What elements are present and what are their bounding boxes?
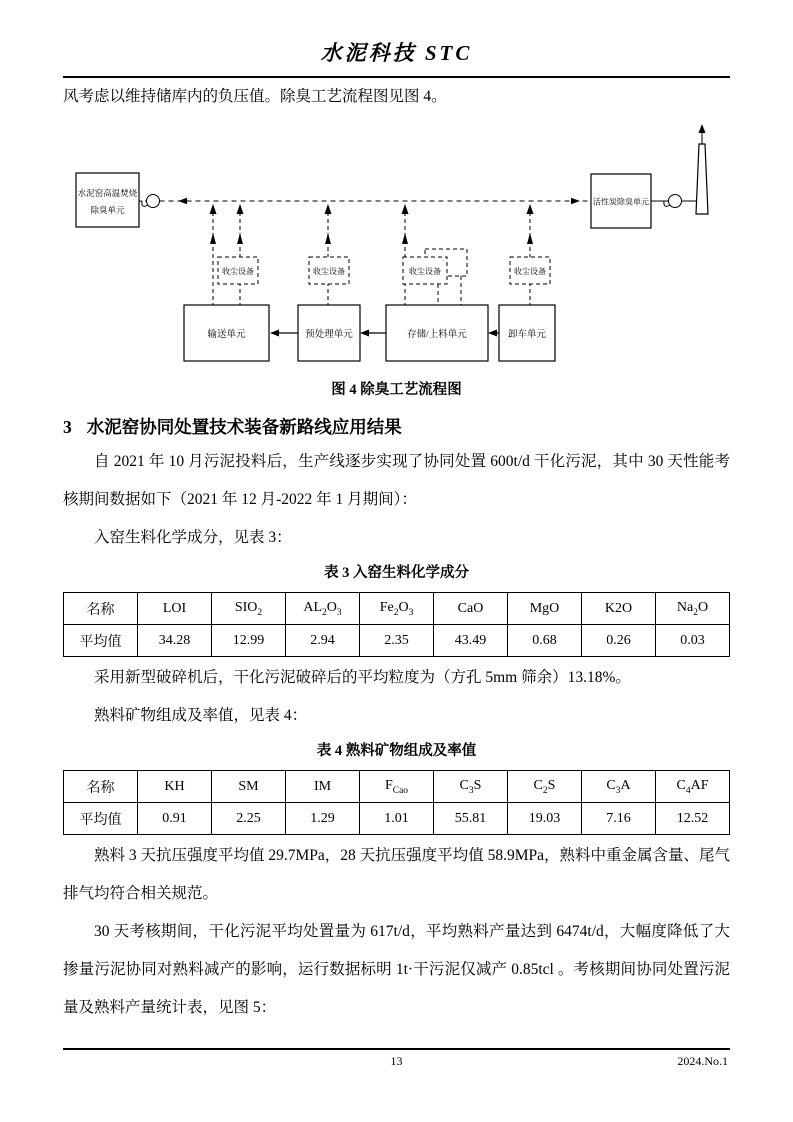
table-cell: 0.68 <box>508 625 582 657</box>
table-cell: 7.16 <box>582 803 656 835</box>
table-cell: 43.49 <box>434 625 508 657</box>
table-col-header: $SIO_2$ <box>212 593 286 625</box>
table-col-header: K2O <box>582 593 656 625</box>
table3-caption: 表 3 入窑生料化学成分 <box>324 565 469 581</box>
table-col-header: MgO <box>508 593 582 625</box>
conveying-unit-label: 输送单元 <box>207 330 246 340</box>
carbon-unit-label: 活性炭除臭单元 <box>593 197 649 207</box>
table-cell: 34.28 <box>138 625 212 657</box>
table-col-header: $AL_2O_3$ <box>286 593 360 625</box>
section-number: 3 <box>63 417 72 437</box>
fan-icon <box>142 195 160 208</box>
page-number: 13 <box>390 1054 403 1068</box>
figure4-caption: 图 4 除臭工艺流程图 <box>331 382 462 398</box>
table-cell: 2.35 <box>360 625 434 657</box>
table-col-header: $Fe_2O_3$ <box>360 593 434 625</box>
table-row-label: 平均值 <box>64 625 138 657</box>
table-value-row <box>64 803 730 835</box>
issue-label: 2024.No.1 <box>677 1054 728 1068</box>
page-footer <box>63 1048 730 1074</box>
table-col-header: $C_4AF$ <box>656 771 730 803</box>
table-cell: 19.03 <box>508 803 582 835</box>
table-col-header: LOI <box>138 593 212 625</box>
table-cell: 12.99 <box>212 625 286 657</box>
table-col-header: $C_3A$ <box>582 771 656 803</box>
table-cell: 12.52 <box>656 803 730 835</box>
table3-raw-meal-composition <box>63 592 730 657</box>
paragraph-raw-meal: 入窑生料化学成分，见表 3： <box>94 529 292 546</box>
table-header-row <box>64 593 730 625</box>
table-cell: 55.81 <box>434 803 508 835</box>
table-cell: 1.29 <box>286 803 360 835</box>
table-value-row <box>64 625 730 657</box>
table-col-header: SM <box>212 771 286 803</box>
dust-collector-label-2: 收尘设备 <box>313 267 345 276</box>
table-cell: 0.03 <box>656 625 730 657</box>
paragraph-strength: 熟料 3 天抗压强度平均值 29.7MPa，28 天抗压强度平均值 58.9MPa，熟料中重金属含量、尾气排气均符合相关规范。 <box>63 847 730 902</box>
table-col-header: $C_2S$ <box>508 771 582 803</box>
table-cell: 1.01 <box>360 803 434 835</box>
paragraph-clinker-minerals: 熟料矿物组成及率值，见表 4： <box>94 707 308 724</box>
journal-title: 水泥科技 STC <box>320 41 473 65</box>
riser-arrow-icons <box>210 204 534 244</box>
paragraph-commissioning: 自 2021 年 10 月污泥投料后，生产线逐步实现了协同处置 600t/d 干化污泥，其中 30 天性能考核期间数据如下（2021 年 12 月-2022 年 1 月期间）： <box>63 453 730 508</box>
table4-clinker-minerals <box>63 770 730 835</box>
kiln-unit-box <box>76 173 139 227</box>
storage-feeding-unit-label: 存储/上料单元 <box>407 330 467 340</box>
table-header-row <box>64 771 730 803</box>
riser-lines <box>213 205 530 305</box>
paragraph-assessment: 30 天考核期间，干化污泥平均处置量为 617t/d，平均熟料产量达到 6474t/d，大幅度降低了大掺量污泥协同对熟料减产的影响，运行数据标明 1t·干污泥仅减产 0.85tcl 。考核期间协同处置污泥量及熟料产量统计表，见图 5： <box>63 923 730 1016</box>
table-col-header: CaO <box>434 593 508 625</box>
table-cell: 2.25 <box>212 803 286 835</box>
table-col-header: KH <box>138 771 212 803</box>
paragraph-crusher: 采用新型破碎机后，干化污泥破碎后的平均粒度为（方孔 5mm 筛余）13.18%。 <box>94 669 631 686</box>
duct-arrow-left-icon <box>178 198 187 204</box>
dust-collector-label-1: 收尘设备 <box>222 267 254 276</box>
table-col-header: 名称 <box>64 771 138 803</box>
table-cell: 0.91 <box>138 803 212 835</box>
unloading-unit-label: 卸车单元 <box>507 330 547 340</box>
table-col-header: $Na_2O$ <box>656 593 730 625</box>
pretreatment-unit-label: 预处理单元 <box>305 330 353 340</box>
table-cell: 2.94 <box>286 625 360 657</box>
section3-heading <box>63 411 730 443</box>
table-cell: 0.26 <box>582 625 656 657</box>
table-col-header: 名称 <box>64 593 138 625</box>
table-row-label: 平均值 <box>64 803 138 835</box>
dust-collector-label-3: 收尘设备 <box>409 267 441 276</box>
dust-collector-label-4: 收尘设备 <box>514 267 546 276</box>
section-title: 水泥窑协同处置技术装备新路线应用结果 <box>86 417 402 437</box>
table-col-header: $C_3S$ <box>434 771 508 803</box>
deodorization-flow-diagram <box>63 119 730 371</box>
kiln-unit-label-line2: 除臭单元 <box>90 205 125 215</box>
table-col-header: $F_{Cao}$ <box>360 771 434 803</box>
stack-exhaust-arrow-icon <box>699 124 706 133</box>
figure4 <box>63 119 730 404</box>
chimney-icon <box>696 144 708 214</box>
kiln-unit-label-line1: 水泥窑高温焚烧 <box>77 188 138 198</box>
table-col-header: IM <box>286 771 360 803</box>
duct-arrow-right-icon <box>571 198 580 204</box>
table4-caption: 表 4 熟料矿物组成及率值 <box>316 743 477 759</box>
intro-paragraph: 风考虑以维持储库内的负压值。除臭工艺流程图见图 4。 <box>63 88 447 105</box>
